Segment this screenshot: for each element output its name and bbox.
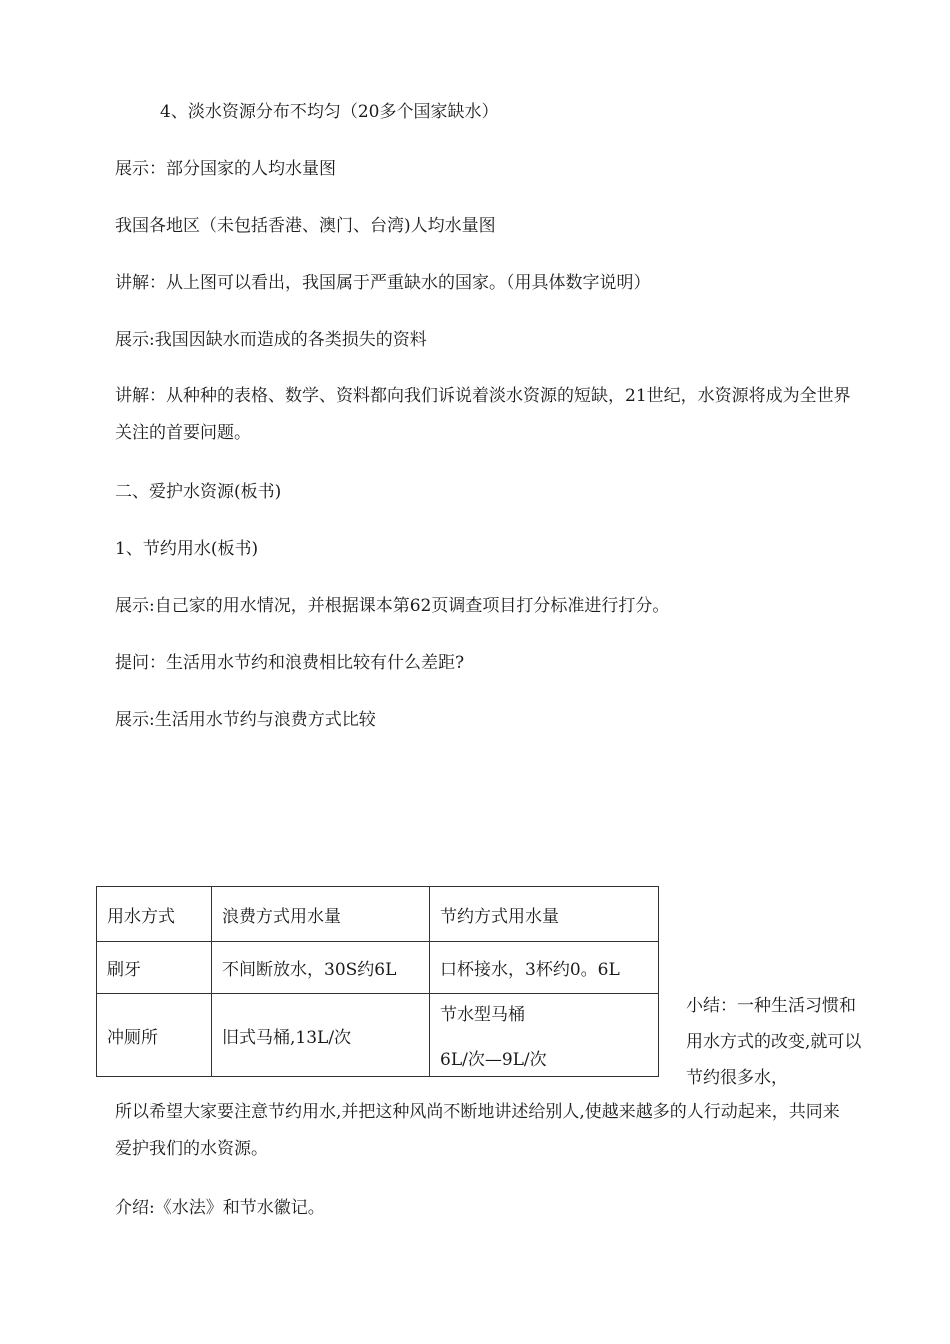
table-cell: 旧式马桶,13L/次 [212, 994, 430, 1077]
table-row [97, 994, 659, 1077]
table-header-cell: 用水方式 [97, 887, 212, 942]
section-heading-freshwater: 4、淡水资源分布不均匀（20多个国家缺水） [160, 102, 499, 122]
paragraph-show-per-capita: 展示：部分国家的人均水量图 [115, 159, 336, 179]
paragraph-show-household: 展示:自己家的用水情况，并根据课本第62页调查项目打分标准进行打分。 [115, 596, 670, 616]
paragraph-explain-shortage: 讲解：从上图可以看出，我国属于严重缺水的国家。（用具体数字说明） [115, 273, 651, 293]
table-cell: 冲厕所 [97, 994, 212, 1077]
paragraph-explain-21st-century: 讲解：从种种的表格、数学、资料都向我们诉说着淡水资源的短缺，21世纪，水资源将成为全世界关注的首要问题。 [115, 386, 851, 443]
table-cell-line: 6L/次—9L/次 [440, 1050, 547, 1070]
paragraph-intro: 介绍:《水法》和节水徽记。 [115, 1198, 325, 1218]
summary-continued-text: 所以希望大家要注意节约用水,并把这种风尚不断地讲述给别人,使越来越多的人行动起来，共同来爱护我们的水资源。 [115, 1102, 840, 1159]
paragraph-show-losses: 展示:我国因缺水而造成的各类损失的资料 [115, 330, 427, 350]
summary-side-text: 小结：一种生活习惯和用水方式的改变,就可以节约很多水， [686, 996, 862, 1088]
paragraph-china-regions: 我国各地区（未包括香港、澳门、台湾)人均水量图 [115, 216, 496, 236]
paragraph-question: 提问：生活用水节约和浪费相比较有什么差距? [115, 653, 465, 673]
table-cell-line: 节水型马桶 [440, 1005, 525, 1025]
section-heading-protect: 二、爱护水资源(板书) [115, 482, 282, 502]
table-header-cell: 节约方式用水量 [430, 887, 659, 942]
table-header-row [97, 887, 659, 942]
paragraph-show-comparison: 展示:生活用水节约与浪费方式比较 [115, 710, 376, 730]
water-usage-table [96, 886, 659, 1077]
table-row [97, 942, 659, 994]
section-heading-save-water: 1、节约用水(板书) [115, 539, 259, 559]
table-cell-stacked [430, 994, 659, 1077]
table-cell: 不间断放水，30S约6L [212, 942, 430, 994]
table-cell: 刷牙 [97, 942, 212, 994]
table-cell: 口杯接水，3杯约0。6L [430, 942, 659, 994]
table-header-cell: 浪费方式用水量 [212, 887, 430, 942]
